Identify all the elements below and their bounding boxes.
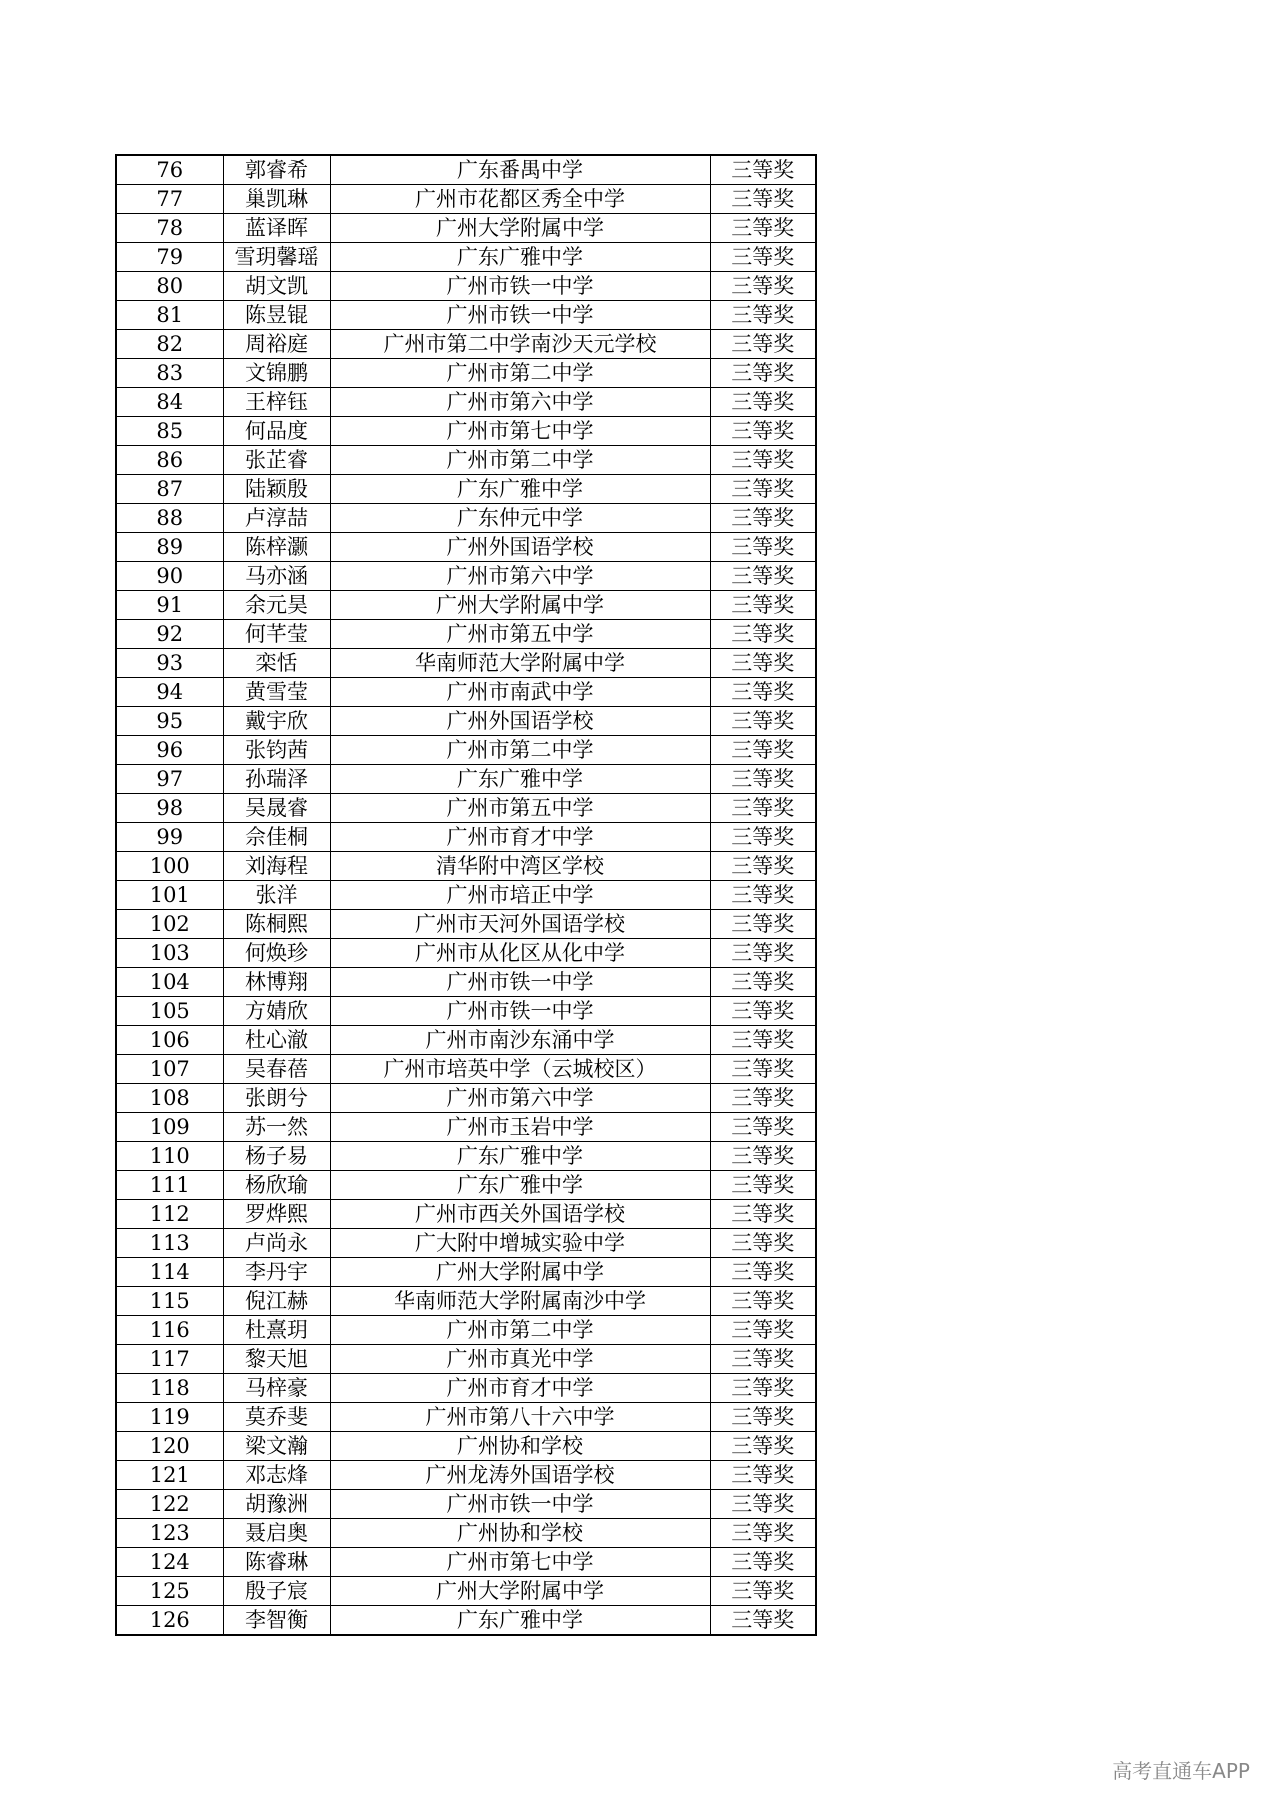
student-name-cell: 吴晟睿: [223, 794, 330, 823]
rank-cell: 106: [116, 1026, 223, 1055]
award-cell: 三等奖: [710, 910, 816, 939]
table-row: [116, 1519, 816, 1548]
student-name-cell: 杨子易: [223, 1142, 330, 1171]
rank-cell: 85: [116, 417, 223, 446]
table-row: [116, 1316, 816, 1345]
student-name-cell: 郭睿希: [223, 155, 330, 185]
school-cell: 广州市第二中学南沙天元学校: [330, 330, 710, 359]
school-cell: 广州市第七中学: [330, 1548, 710, 1577]
student-name-cell: 卢淳喆: [223, 504, 330, 533]
award-cell: 三等奖: [710, 678, 816, 707]
student-name-cell: 马梓豪: [223, 1374, 330, 1403]
rank-cell: 125: [116, 1577, 223, 1606]
student-name-cell: 杜心澈: [223, 1026, 330, 1055]
award-cell: 三等奖: [710, 1606, 816, 1636]
school-cell: 广东广雅中学: [330, 1142, 710, 1171]
school-cell: 广州市铁一中学: [330, 301, 710, 330]
school-cell: 广州市第五中学: [330, 620, 710, 649]
school-cell: 广州市铁一中学: [330, 968, 710, 997]
table-row: [116, 823, 816, 852]
award-cell: 三等奖: [710, 272, 816, 301]
rank-cell: 81: [116, 301, 223, 330]
school-cell: 广州市育才中学: [330, 1374, 710, 1403]
award-cell: 三等奖: [710, 359, 816, 388]
school-cell: 广州市铁一中学: [330, 997, 710, 1026]
table-row: [116, 881, 816, 910]
table-row: [116, 1345, 816, 1374]
award-cell: 三等奖: [710, 591, 816, 620]
school-cell: 广州大学附属中学: [330, 1258, 710, 1287]
rank-cell: 102: [116, 910, 223, 939]
school-cell: 广东广雅中学: [330, 1606, 710, 1636]
table-row: [116, 1258, 816, 1287]
student-name-cell: 杜熹玥: [223, 1316, 330, 1345]
school-cell: 广州市第五中学: [330, 794, 710, 823]
table-row: [116, 1490, 816, 1519]
student-name-cell: 方婧欣: [223, 997, 330, 1026]
table-row: [116, 1171, 816, 1200]
student-name-cell: 聂启奥: [223, 1519, 330, 1548]
school-cell: 广州协和学校: [330, 1519, 710, 1548]
rank-cell: 82: [116, 330, 223, 359]
award-cell: 三等奖: [710, 417, 816, 446]
student-name-cell: 马亦涵: [223, 562, 330, 591]
table-row: [116, 765, 816, 794]
student-name-cell: 胡文凯: [223, 272, 330, 301]
rank-cell: 80: [116, 272, 223, 301]
rank-cell: 124: [116, 1548, 223, 1577]
award-cell: 三等奖: [710, 1316, 816, 1345]
table-row: [116, 214, 816, 243]
school-cell: 广州市第六中学: [330, 388, 710, 417]
student-name-cell: 何品度: [223, 417, 330, 446]
rank-cell: 120: [116, 1432, 223, 1461]
rank-cell: 88: [116, 504, 223, 533]
award-cell: 三等奖: [710, 765, 816, 794]
rank-cell: 109: [116, 1113, 223, 1142]
award-cell: 三等奖: [710, 736, 816, 765]
table-row: [116, 939, 816, 968]
school-cell: 广州市铁一中学: [330, 272, 710, 301]
student-name-cell: 苏一然: [223, 1113, 330, 1142]
award-cell: 三等奖: [710, 1432, 816, 1461]
table-row: [116, 968, 816, 997]
award-cell: 三等奖: [710, 185, 816, 214]
student-name-cell: 莫乔斐: [223, 1403, 330, 1432]
table-row: [116, 388, 816, 417]
rank-cell: 91: [116, 591, 223, 620]
rank-cell: 96: [116, 736, 223, 765]
table-row: [116, 504, 816, 533]
rank-cell: 126: [116, 1606, 223, 1636]
award-cell: 三等奖: [710, 1519, 816, 1548]
school-cell: 华南师范大学附属中学: [330, 649, 710, 678]
school-cell: 广州市铁一中学: [330, 1490, 710, 1519]
rank-cell: 84: [116, 388, 223, 417]
school-cell: 广州市第二中学: [330, 446, 710, 475]
school-cell: 广大附中增城实验中学: [330, 1229, 710, 1258]
student-name-cell: 佘佳桐: [223, 823, 330, 852]
student-name-cell: 倪江赫: [223, 1287, 330, 1316]
school-cell: 广州市第六中学: [330, 562, 710, 591]
student-name-cell: 罗烨熙: [223, 1200, 330, 1229]
school-cell: 广州市第六中学: [330, 1084, 710, 1113]
table-row: [116, 591, 816, 620]
school-cell: 广州大学附属中学: [330, 214, 710, 243]
table-row: [116, 1606, 816, 1636]
rank-cell: 76: [116, 155, 223, 185]
rank-cell: 77: [116, 185, 223, 214]
rank-cell: 122: [116, 1490, 223, 1519]
rank-cell: 111: [116, 1171, 223, 1200]
student-name-cell: 张钧茜: [223, 736, 330, 765]
student-name-cell: 李丹宇: [223, 1258, 330, 1287]
student-name-cell: 余元昊: [223, 591, 330, 620]
table-row: [116, 155, 816, 185]
table-row: [116, 1287, 816, 1316]
student-name-cell: 蓝译晖: [223, 214, 330, 243]
award-cell: 三等奖: [710, 301, 816, 330]
school-cell: 广州市从化区从化中学: [330, 939, 710, 968]
table-row: [116, 272, 816, 301]
table-row: [116, 910, 816, 939]
table-row: [116, 794, 816, 823]
award-cell: 三等奖: [710, 562, 816, 591]
table-row: [116, 185, 816, 214]
table-row: [116, 562, 816, 591]
table-row: [116, 475, 816, 504]
table-row: [116, 417, 816, 446]
school-cell: 广州市花都区秀全中学: [330, 185, 710, 214]
school-cell: 广州市培英中学（云城校区）: [330, 1055, 710, 1084]
award-cell: 三等奖: [710, 330, 816, 359]
rank-cell: 78: [116, 214, 223, 243]
table-row: [116, 1577, 816, 1606]
table-row: [116, 359, 816, 388]
award-cell: 三等奖: [710, 1374, 816, 1403]
rank-cell: 93: [116, 649, 223, 678]
table-row: [116, 1403, 816, 1432]
table-row: [116, 1200, 816, 1229]
student-name-cell: 殷子宸: [223, 1577, 330, 1606]
rank-cell: 117: [116, 1345, 223, 1374]
student-name-cell: 陆颖殷: [223, 475, 330, 504]
award-cell: 三等奖: [710, 475, 816, 504]
school-cell: 广州市真光中学: [330, 1345, 710, 1374]
school-cell: 清华附中湾区学校: [330, 852, 710, 881]
award-table-body: [116, 155, 816, 1635]
award-cell: 三等奖: [710, 243, 816, 272]
rank-cell: 103: [116, 939, 223, 968]
student-name-cell: 张洋: [223, 881, 330, 910]
student-name-cell: 邓志烽: [223, 1461, 330, 1490]
school-cell: 广州市南沙东涌中学: [330, 1026, 710, 1055]
award-table: [115, 154, 817, 1636]
rank-cell: 119: [116, 1403, 223, 1432]
student-name-cell: 陈梓灏: [223, 533, 330, 562]
school-cell: 广东广雅中学: [330, 475, 710, 504]
table-row: [116, 620, 816, 649]
school-cell: 广州市第二中学: [330, 1316, 710, 1345]
student-name-cell: 巢凯琳: [223, 185, 330, 214]
award-cell: 三等奖: [710, 1548, 816, 1577]
award-cell: 三等奖: [710, 1142, 816, 1171]
school-cell: 广州外国语学校: [330, 533, 710, 562]
table-row: [116, 1461, 816, 1490]
award-cell: 三等奖: [710, 794, 816, 823]
award-cell: 三等奖: [710, 707, 816, 736]
table-row: [116, 1548, 816, 1577]
table-row: [116, 243, 816, 272]
table-row: [116, 1084, 816, 1113]
table-row: [116, 533, 816, 562]
table-row: [116, 446, 816, 475]
rank-cell: 121: [116, 1461, 223, 1490]
school-cell: 广州市玉岩中学: [330, 1113, 710, 1142]
rank-cell: 107: [116, 1055, 223, 1084]
student-name-cell: 黎天旭: [223, 1345, 330, 1374]
table-row: [116, 301, 816, 330]
rank-cell: 108: [116, 1084, 223, 1113]
rank-cell: 104: [116, 968, 223, 997]
award-cell: 三等奖: [710, 504, 816, 533]
rank-cell: 86: [116, 446, 223, 475]
award-cell: 三等奖: [710, 1345, 816, 1374]
award-cell: 三等奖: [710, 1461, 816, 1490]
award-cell: 三等奖: [710, 1113, 816, 1142]
table-row: [116, 997, 816, 1026]
student-name-cell: 吴春蓓: [223, 1055, 330, 1084]
student-name-cell: 雪玥馨瑶: [223, 243, 330, 272]
school-cell: 广州市天河外国语学校: [330, 910, 710, 939]
award-cell: 三等奖: [710, 1490, 816, 1519]
student-name-cell: 杨欣瑜: [223, 1171, 330, 1200]
table-row: [116, 1229, 816, 1258]
school-cell: 广州市第二中学: [330, 736, 710, 765]
watermark-text: 高考直通车APP: [1112, 1759, 1250, 1783]
rank-cell: 100: [116, 852, 223, 881]
rank-cell: 112: [116, 1200, 223, 1229]
rank-cell: 123: [116, 1519, 223, 1548]
table-row: [116, 1055, 816, 1084]
award-cell: 三等奖: [710, 446, 816, 475]
table-row: [116, 736, 816, 765]
school-cell: 广州市育才中学: [330, 823, 710, 852]
student-name-cell: 陈昱锟: [223, 301, 330, 330]
student-name-cell: 戴宇欣: [223, 707, 330, 736]
rank-cell: 98: [116, 794, 223, 823]
award-cell: 三等奖: [710, 939, 816, 968]
rank-cell: 101: [116, 881, 223, 910]
school-cell: 广州市西关外国语学校: [330, 1200, 710, 1229]
award-cell: 三等奖: [710, 1084, 816, 1113]
school-cell: 广州大学附属中学: [330, 1577, 710, 1606]
award-cell: 三等奖: [710, 1229, 816, 1258]
rank-cell: 92: [116, 620, 223, 649]
school-cell: 广东广雅中学: [330, 243, 710, 272]
table-row: [116, 1432, 816, 1461]
table-row: [116, 1113, 816, 1142]
table-row: [116, 1374, 816, 1403]
student-name-cell: 林博翔: [223, 968, 330, 997]
award-cell: 三等奖: [710, 997, 816, 1026]
award-cell: 三等奖: [710, 388, 816, 417]
rank-cell: 94: [116, 678, 223, 707]
table-row: [116, 649, 816, 678]
rank-cell: 90: [116, 562, 223, 591]
student-name-cell: 黄雪莹: [223, 678, 330, 707]
student-name-cell: 栾恬: [223, 649, 330, 678]
award-cell: 三等奖: [710, 852, 816, 881]
rank-cell: 113: [116, 1229, 223, 1258]
school-cell: 广州市第七中学: [330, 417, 710, 446]
award-cell: 三等奖: [710, 1258, 816, 1287]
award-cell: 三等奖: [710, 1287, 816, 1316]
student-name-cell: 王梓钰: [223, 388, 330, 417]
rank-cell: 79: [116, 243, 223, 272]
school-cell: 广州市第八十六中学: [330, 1403, 710, 1432]
student-name-cell: 胡豫洲: [223, 1490, 330, 1519]
table-row: [116, 1142, 816, 1171]
award-cell: 三等奖: [710, 155, 816, 185]
award-cell: 三等奖: [710, 1403, 816, 1432]
student-name-cell: 何焕珍: [223, 939, 330, 968]
school-cell: 广州市第二中学: [330, 359, 710, 388]
table-row: [116, 330, 816, 359]
rank-cell: 116: [116, 1316, 223, 1345]
school-cell: 广州外国语学校: [330, 707, 710, 736]
school-cell: 广东广雅中学: [330, 1171, 710, 1200]
student-name-cell: 陈睿琳: [223, 1548, 330, 1577]
award-cell: 三等奖: [710, 1055, 816, 1084]
award-cell: 三等奖: [710, 620, 816, 649]
rank-cell: 114: [116, 1258, 223, 1287]
award-cell: 三等奖: [710, 533, 816, 562]
student-name-cell: 张朗兮: [223, 1084, 330, 1113]
school-cell: 广东番禺中学: [330, 155, 710, 185]
school-cell: 广东广雅中学: [330, 765, 710, 794]
school-cell: 广州市南武中学: [330, 678, 710, 707]
award-cell: 三等奖: [710, 649, 816, 678]
school-cell: 广州龙涛外国语学校: [330, 1461, 710, 1490]
award-cell: 三等奖: [710, 968, 816, 997]
rank-cell: 105: [116, 997, 223, 1026]
award-cell: 三等奖: [710, 1171, 816, 1200]
table-row: [116, 678, 816, 707]
award-cell: 三等奖: [710, 1577, 816, 1606]
table-row: [116, 707, 816, 736]
rank-cell: 97: [116, 765, 223, 794]
rank-cell: 95: [116, 707, 223, 736]
award-cell: 三等奖: [710, 1026, 816, 1055]
student-name-cell: 梁文瀚: [223, 1432, 330, 1461]
school-cell: 广州市培正中学: [330, 881, 710, 910]
rank-cell: 118: [116, 1374, 223, 1403]
rank-cell: 115: [116, 1287, 223, 1316]
rank-cell: 89: [116, 533, 223, 562]
award-cell: 三等奖: [710, 214, 816, 243]
rank-cell: 110: [116, 1142, 223, 1171]
student-name-cell: 刘海程: [223, 852, 330, 881]
rank-cell: 83: [116, 359, 223, 388]
school-cell: 广州协和学校: [330, 1432, 710, 1461]
table-row: [116, 852, 816, 881]
student-name-cell: 文锦鹏: [223, 359, 330, 388]
award-cell: 三等奖: [710, 823, 816, 852]
student-name-cell: 周裕庭: [223, 330, 330, 359]
school-cell: 广东仲元中学: [330, 504, 710, 533]
student-name-cell: 何芊莹: [223, 620, 330, 649]
student-name-cell: 张芷睿: [223, 446, 330, 475]
student-name-cell: 卢尚永: [223, 1229, 330, 1258]
school-cell: 华南师范大学附属南沙中学: [330, 1287, 710, 1316]
rank-cell: 87: [116, 475, 223, 504]
student-name-cell: 李智衡: [223, 1606, 330, 1636]
award-cell: 三等奖: [710, 881, 816, 910]
rank-cell: 99: [116, 823, 223, 852]
student-name-cell: 孙瑞泽: [223, 765, 330, 794]
student-name-cell: 陈桐熙: [223, 910, 330, 939]
table-row: [116, 1026, 816, 1055]
school-cell: 广州大学附属中学: [330, 591, 710, 620]
award-cell: 三等奖: [710, 1200, 816, 1229]
